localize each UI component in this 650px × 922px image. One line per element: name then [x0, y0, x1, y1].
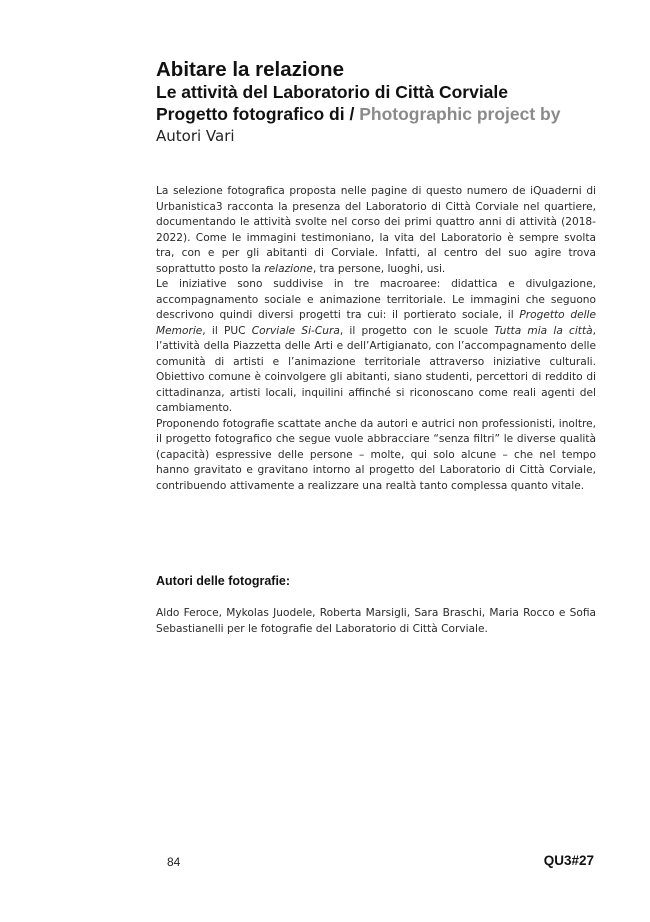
body-p1-text-b: , tra persone, luoghi, usi.	[312, 262, 446, 275]
article-body	[156, 184, 596, 494]
project-label-italian: Progetto fotografico di /	[156, 104, 355, 124]
credits-heading: Autori delle fotografie:	[156, 574, 291, 588]
title-block	[156, 58, 616, 147]
article-title: Abitare la relazione	[156, 58, 344, 81]
journal-issue-mark: QU3#27	[543, 853, 594, 868]
body-p2-emphasis-1: Progetto delle Memorie	[156, 309, 596, 337]
body-p2-text-d: , l’attività della Piazzetta delle Arti e dell’Artigianato, con l’accompagnamento delle comunità di artisti e l’animazione territoriale attraverso iniziative culturali. Obiettivo comune è coinvolgere gli abitanti, siano studenti, percettori di reddito di cittadinanza, artisti locali, inquilini affinché si riconoscano come reali agenti del cambiamento.	[156, 324, 596, 414]
page-number: 84	[167, 855, 181, 869]
body-p2-emphasis-2: Corviale Si-Cura	[251, 324, 340, 337]
project-credit-line	[156, 103, 616, 125]
body-p1-emphasis: relazione	[264, 262, 313, 275]
body-paragraph-1	[156, 184, 596, 277]
body-p2-text-a: Le iniziative sono suddivise in tre macroaree: didattica e divulgazione, accompagnamento sociale e animazione territoriale. Le immagini che seguono descrivono quindi diversi progetti tra cui: il portierato sociale, il	[156, 278, 596, 321]
body-paragraph-3: Proponendo fotografie scattate anche da autori e autrici non professionisti, inoltre, il progetto fotografico che segue vuole abbracciare “senza filtri” le diverse qualità (capacità) espressive delle persone – molte, qui solo alcune – che nel tempo hanno gravitato e gravitano intorno al progetto del Laboratorio di Città Corviale, contribuendo attivamente a realizzare una realtà tanto complessa quanto vitale.	[156, 417, 596, 492]
authors-line: Autori Vari	[156, 127, 235, 145]
body-p1-text-a: La selezione fotografica proposta nelle pagine di questo numero de iQuaderni di Urbanistica3 racconta la presenza del Laboratorio di Città Corviale nel quartiere, documentando le attività svolte nel corso dei primi quattro anni di attività (2018-2022). Come le immagini testimoniano, la vita del Laboratorio è sempre svolta tra, con e per gli abitanti di Corviale. Infatti, al centro del suo agire trova soprattutto posto la	[156, 185, 596, 275]
body-p2-text-b: , il PUC	[202, 324, 252, 337]
body-paragraph-2	[156, 277, 596, 417]
credits-text: Aldo Feroce, Mykolas Juodele, Roberta Marsigli, Sara Braschi, Maria Rocco e Sofia Sebastianelli per le fotografie del Laboratorio di Città Corviale.	[156, 607, 596, 635]
body-p2-emphasis-3: Tutta mia la città	[494, 324, 593, 337]
body-p2-text-c: , il progetto con le scuole	[339, 324, 495, 337]
project-label-english: Photographic project by	[359, 104, 561, 124]
article-subtitle: Le attività del Laboratorio di Città Corviale	[156, 82, 509, 102]
